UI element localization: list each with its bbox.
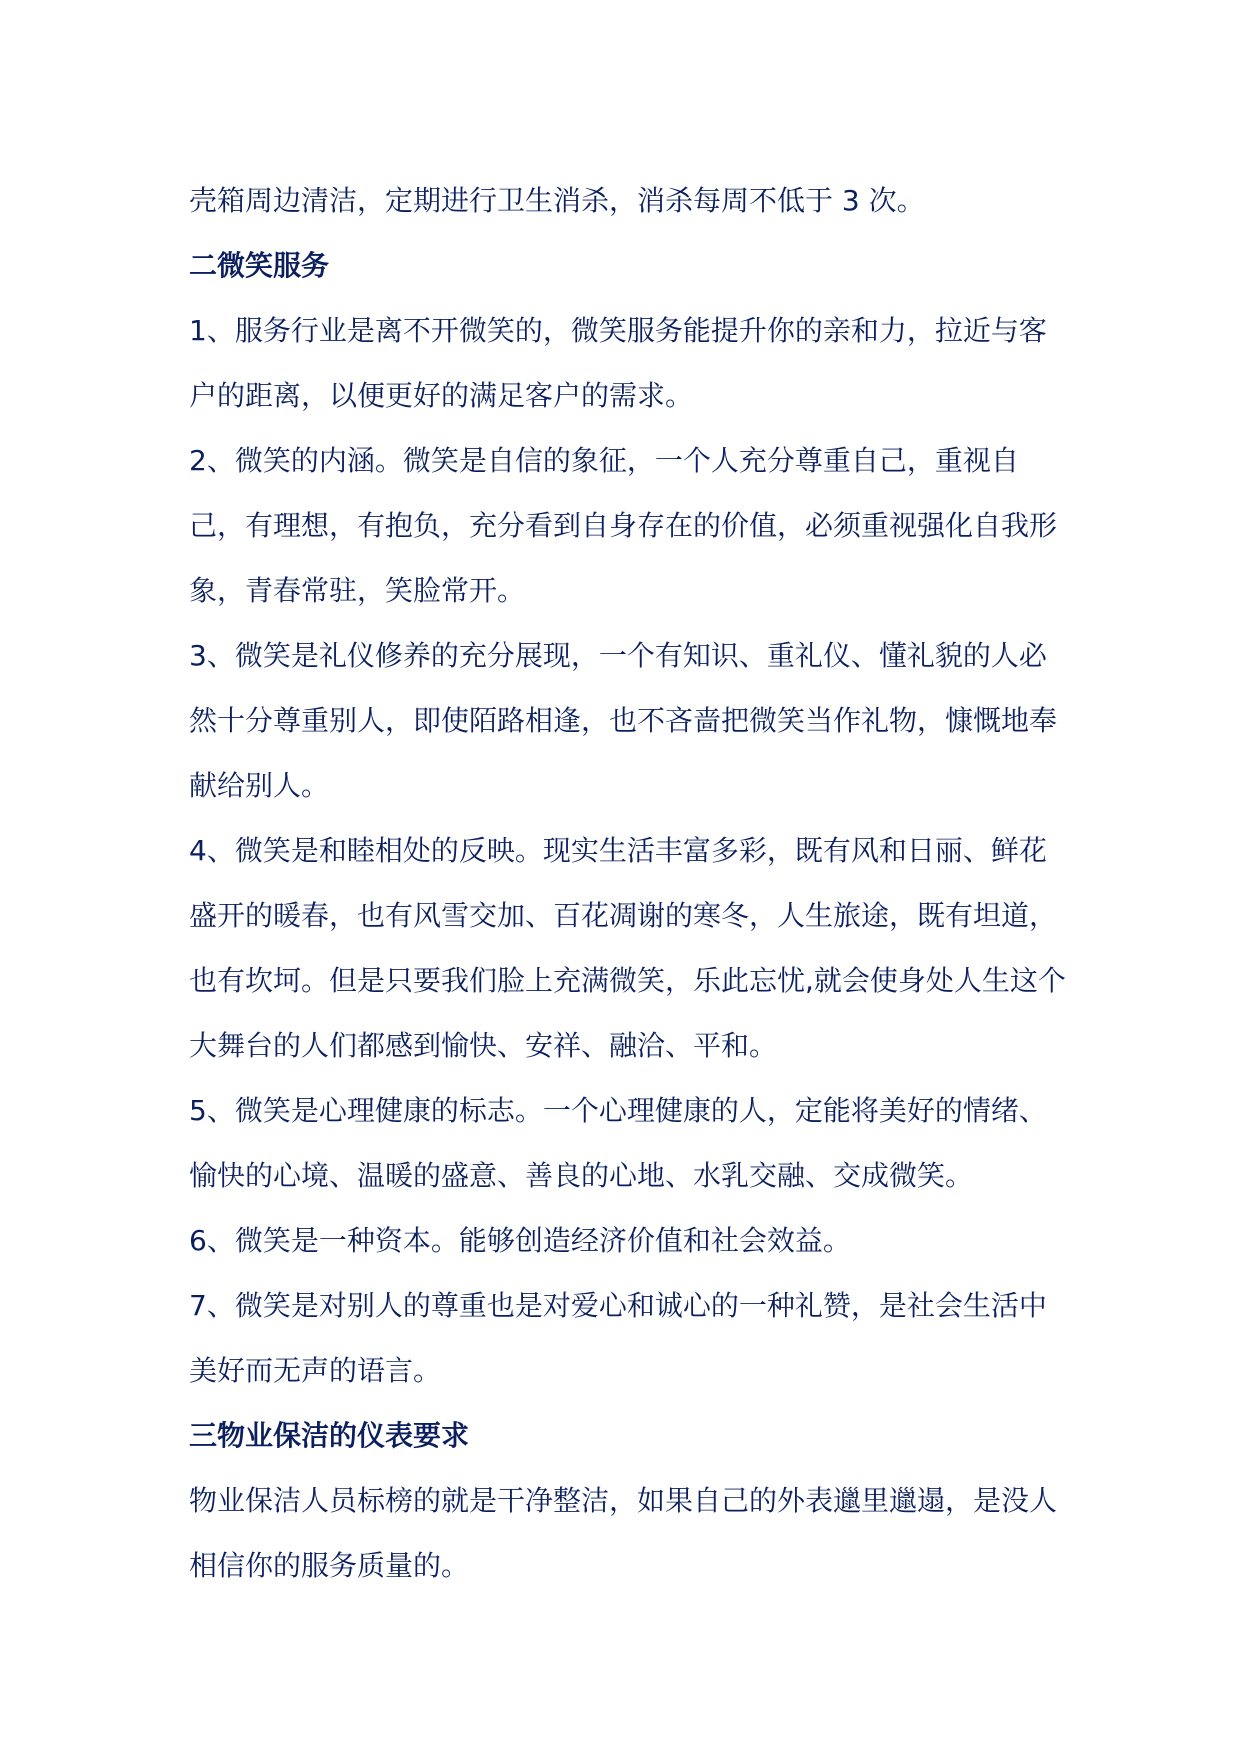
paragraph-smile-point-4: 4、微笑是和睦相处的反映。现实生活丰富多彩，既有风和日丽、鲜花盛开的暖春，也有风雪交加、百花凋谢的寒冬，人生旅途，既有坦道，也有坎坷。但是只要我们脸上充满微笑，乐此忘忧,就会使身处人生这个大舞台的人们都感到愉快、安祥、融洽、平和。 <box>189 834 1066 1062</box>
section-heading-appearance: 三物业保洁的仪表要求 <box>189 1419 470 1452</box>
section-heading-smile-service: 二微笑服务 <box>189 249 330 282</box>
paragraph-smile-point-6: 6、微笑是一种资本。能够创造经济价值和社会效益。 <box>189 1224 851 1257</box>
paragraph-smile-point-1: 1、服务行业是离不开微笑的，微笑服务能提升你的亲和力，拉近与客户的距离，以便更好的满足客户的需求。 <box>189 314 1047 412</box>
document-body <box>189 168 1069 1598</box>
paragraph-smile-point-3: 3、微笑是礼仪修养的充分展现，一个有知识、重礼仪、懂礼貌的人必然十分尊重别人，即使陌路相逢，也不吝啬把微笑当作礼物，慷慨地奉献给别人。 <box>189 639 1058 802</box>
paragraph-appearance: 物业保洁人员标榜的就是干净整洁，如果自己的外表邋里邋遢，是没人相信你的服务质量的。 <box>189 1484 1058 1582</box>
paragraph-smile-point-5: 5、微笑是心理健康的标志。一个心理健康的人，定能将美好的情绪、愉快的心境、温暖的盛意、善良的心地、水乳交融、交成微笑。 <box>189 1094 1047 1192</box>
paragraph-cleaning-frequency: 壳箱周边清洁，定期进行卫生消杀，消杀每周不低于 3 次。 <box>189 184 925 217</box>
paragraph-smile-point-7: 7、微笑是对别人的尊重也是对爱心和诚心的一种礼赞，是社会生活中美好而无声的语言。 <box>189 1289 1047 1387</box>
paragraph-smile-point-2: 2、微笑的内涵。微笑是自信的象征，一个人充分尊重自己，重视自己，有理想，有抱负，充分看到自身存在的价值，必须重视强化自我形象，青春常驻，笑脸常开。 <box>189 444 1058 607</box>
